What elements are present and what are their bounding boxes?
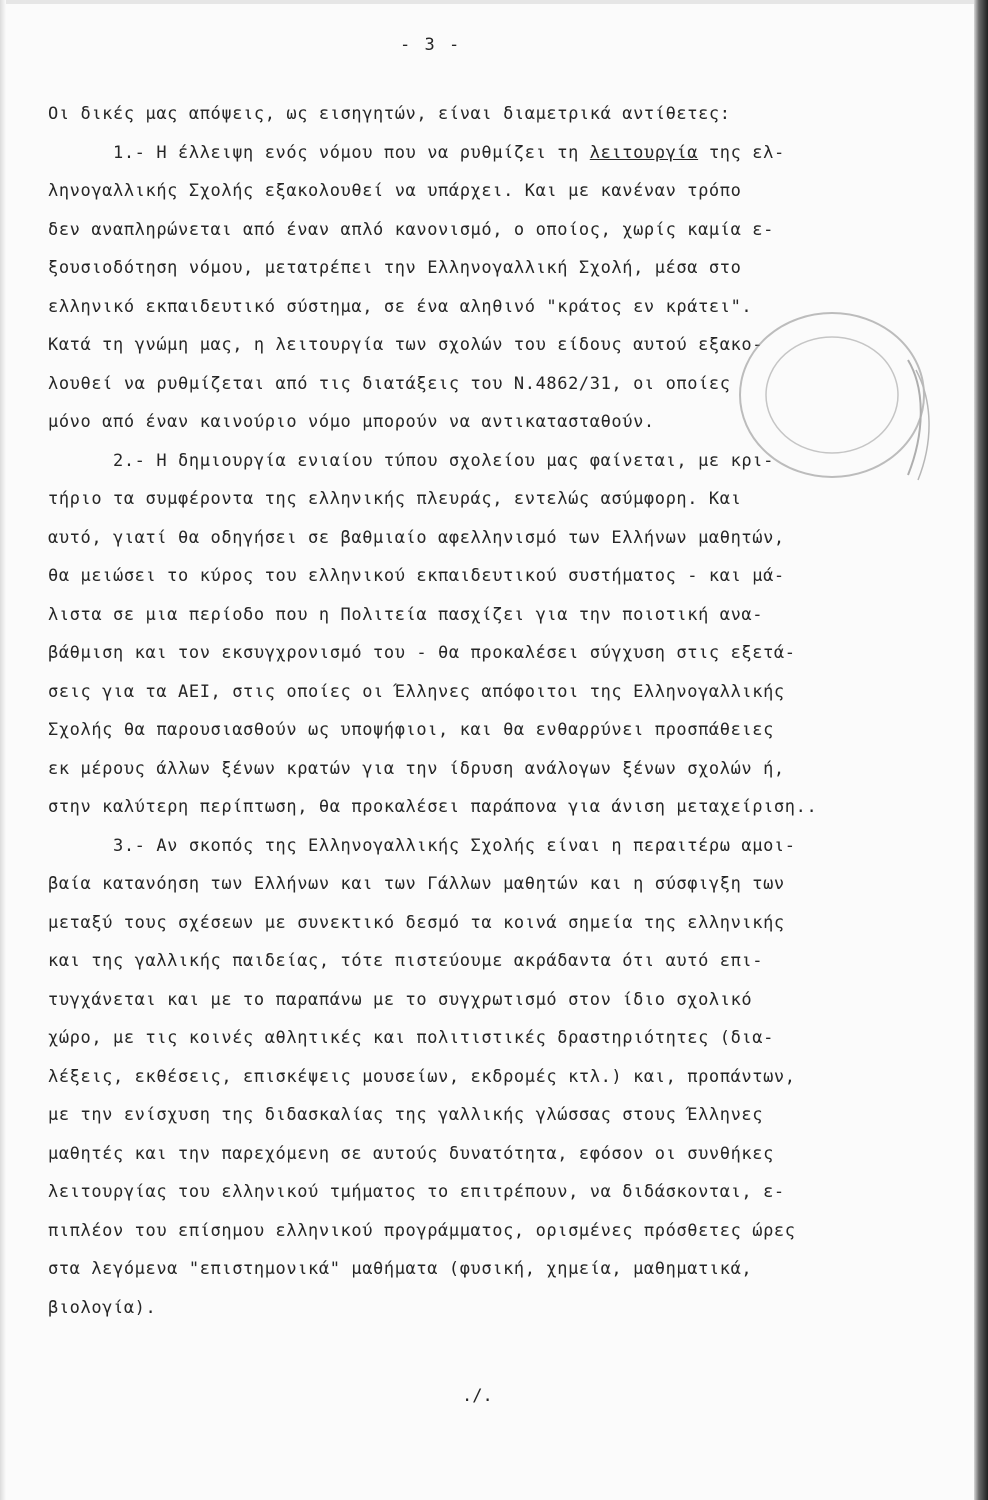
document-line: μεταξύ τους σχέσεων με συνεκτικό δεσμό τα κοινά σημεία της ελληνικής	[48, 913, 785, 933]
document-line: με την ενίσχυση της διδασκαλίας της γαλλικής γλώσσας στους Έλληνες	[48, 1105, 764, 1125]
document-line: σεις για τα ΑΕΙ, στις οποίες οι Έλληνες απόφοιτοι της Ελληνογαλλικής	[48, 682, 785, 702]
document-line: τυγχάνεται και με το παραπάνω με το συγχρωτισμό στον ίδιο σχολικό	[48, 990, 753, 1010]
official-seal-stamp	[712, 300, 942, 490]
document-line: 3.- Αν σκοπός της Ελληνογαλλικής Σχολής είναι η περαιτέρω αμοι-	[48, 836, 796, 856]
document-line: βαία κατανόηση των Ελλήνων και των Γάλλων μαθητών και η σύσφιγξη των	[48, 874, 785, 894]
document-line: Οι δικές μας απόψεις, ως εισηγητών, είναι διαμετρικά αντίθετες:	[48, 104, 731, 124]
document-line: 2.- Η δημιουργία ενιαίου τύπου σχολείου μας φαίνεται, με κρι-	[48, 451, 774, 471]
document-line: Σχολής θα παρουσιασθούν ως υποψήφιοι, και θα ενθαρρύνει προσπάθειες	[48, 720, 774, 740]
seal-inner-ring	[766, 337, 898, 453]
document-line: λέξεις, εκθέσεις, επισκέψεις μουσείων, εκδρομές κτλ.) και, προπάντων,	[48, 1067, 796, 1087]
page-right-edge	[974, 0, 988, 1500]
document-line: εκ μέρους άλλων ξένων κρατών για την ίδρυση ανάλογων ξένων σχολών ή,	[48, 759, 785, 779]
document-line: βάθμιση και τον εκσυγχρονισμό του - θα προκαλέσει σύγχυση στις εξετά-	[48, 643, 796, 663]
line-segment: 1.- Η έλλειψη ενός νόμου που να ρυθμίζει τη	[48, 143, 590, 163]
document-line: λιστα σε μια περίοδο που η Πολιτεία πασχίζει για την ποιοτική ανα-	[48, 605, 764, 625]
document-line: τήριο τα συμφέροντα της ελληνικής πλευράς, εντελώς ασύμφορη. Και	[48, 489, 742, 509]
document-line	[48, 142, 785, 164]
line-segment: της ελ-	[698, 143, 785, 163]
continuation-mark: ./.	[462, 1386, 493, 1406]
page-left-edge	[0, 0, 6, 1500]
document-line: λουθεί να ρυθμίζεται από τις διατάξεις του Ν.4862/31, οι οποίες	[48, 374, 731, 394]
document-line: στην καλύτερη περίπτωση, θα προκαλέσει παράπονα για άνιση μεταχείριση..	[48, 797, 818, 817]
document-line: αυτό, γιατί θα οδηγήσει σε βαθμιαίο αφελληνισμό των Ελλήνων μαθητών,	[48, 528, 785, 548]
document-line: δεν αναπληρώνεται από έναν απλό κανονισμό, ο οποίος, χωρίς καμία ε-	[48, 220, 774, 240]
underlined-term: λειτουργία	[589, 143, 699, 163]
document-line: βιολογία).	[48, 1298, 157, 1318]
document-line: χώρο, με τις κοινές αθλητικές και πολιτιστικές δραστηριότητες (δια-	[48, 1028, 774, 1048]
page-number: - 3 -	[400, 35, 462, 55]
page-top-edge	[0, 0, 988, 4]
document-line: στα λεγόμενα "επιστημονικά" μαθήματα (φυσική, χημεία, μαθηματικά,	[48, 1259, 753, 1279]
document-line: πιπλέον του επίσημου ελληνικού προγράμματος, ορισμένες πρόσθετες ώρες	[48, 1221, 796, 1241]
document-line: ξουσιοδότηση νόμου, μετατρέπει την Ελληνογαλλική Σχολή, μέσα στο	[48, 258, 742, 278]
document-line: ληνογαλλικής Σχολής εξακολουθεί να υπάρχει. Και με κανέναν τρόπο	[48, 181, 742, 201]
document-line: μαθητές και την παρεχόμενη σε αυτούς δυνατότητα, εφόσον οι συνθήκες	[48, 1144, 774, 1164]
document-line: Κατά τη γνώμη μας, η λειτουργία των σχολών του είδους αυτού εξακο-	[48, 335, 764, 355]
document-line: λειτουργίας του ελληνικού τμήματος το επιτρέπουν, να διδάσκονται, ε-	[48, 1182, 785, 1202]
document-line: μόνο από έναν καινούριο νόμο μπορούν να αντικατασταθούν.	[48, 412, 655, 432]
document-line: θα μειώσει το κύρος του ελληνικού εκπαιδευτικού συστήματος - και μά-	[48, 566, 785, 586]
document-line: και της γαλλικής παιδείας, τότε πιστεύουμε ακράδαντα ότι αυτό επι-	[48, 951, 764, 971]
document-line: ελληνικό εκπαιδευτικό σύστημα, σε ένα αληθινό "κράτος εν κράτει".	[48, 297, 753, 317]
